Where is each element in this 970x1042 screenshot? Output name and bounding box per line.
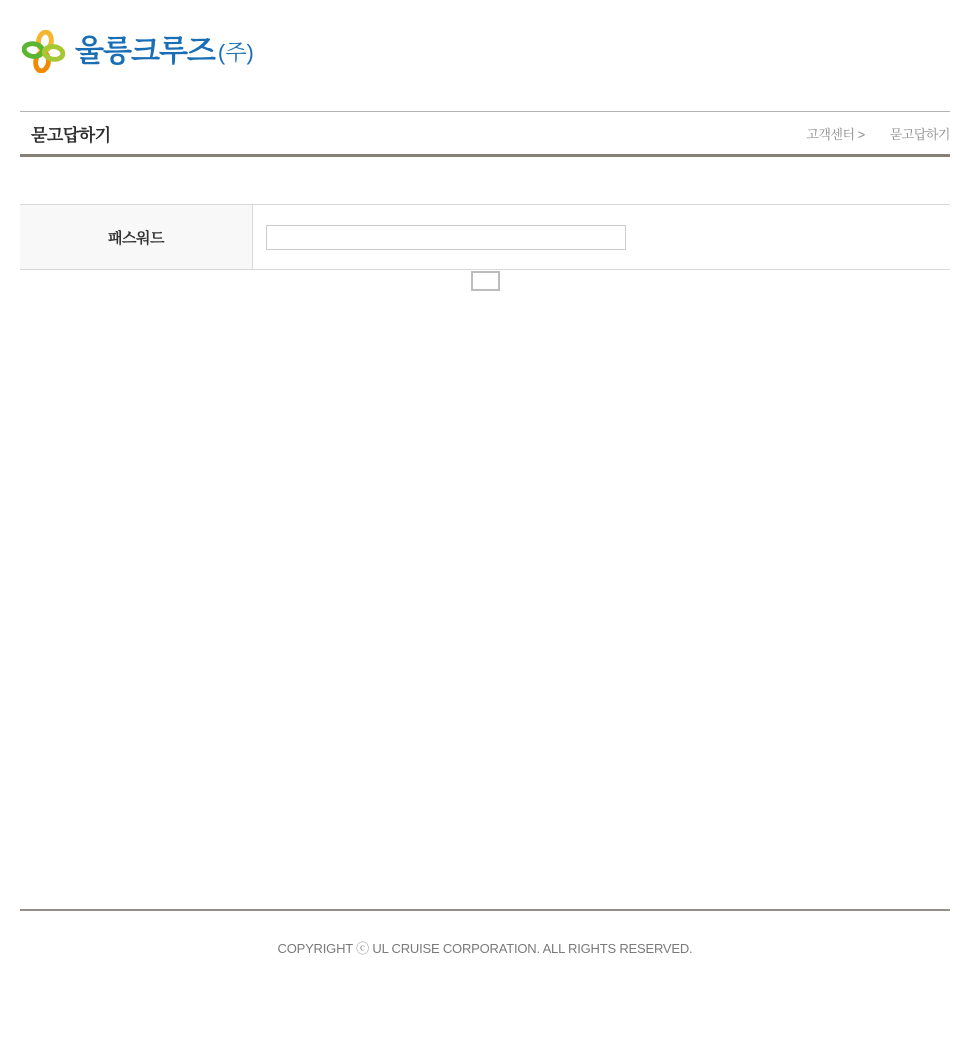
submit-button[interactable] — [471, 271, 500, 291]
footer — [20, 909, 950, 957]
copyright-text: COPYRIGHT ⓒ UL CRUISE CORPORATION. ALL RIGHTS RESERVED. — [277, 941, 693, 956]
breadcrumb-current: 묻고답하기 — [889, 126, 950, 142]
breadcrumb — [806, 124, 950, 143]
password-form-table — [20, 204, 950, 270]
page-container — [20, 0, 950, 291]
breadcrumb-parent[interactable]: 고객센터 > — [806, 126, 865, 142]
logo-suffix: (주) — [217, 40, 254, 65]
header — [20, 0, 950, 78]
logo-link[interactable] — [22, 30, 254, 73]
page-titlebar — [20, 111, 950, 157]
page-title: 묻고답하기 — [31, 125, 111, 145]
pinwheel-flower-logo-icon — [22, 30, 65, 73]
password-label: 패스워드 — [20, 205, 253, 269]
submit-row — [20, 271, 950, 291]
password-cell — [253, 205, 950, 269]
logo-text: 울릉크루즈 — [75, 34, 215, 68]
password-input[interactable] — [266, 225, 626, 250]
